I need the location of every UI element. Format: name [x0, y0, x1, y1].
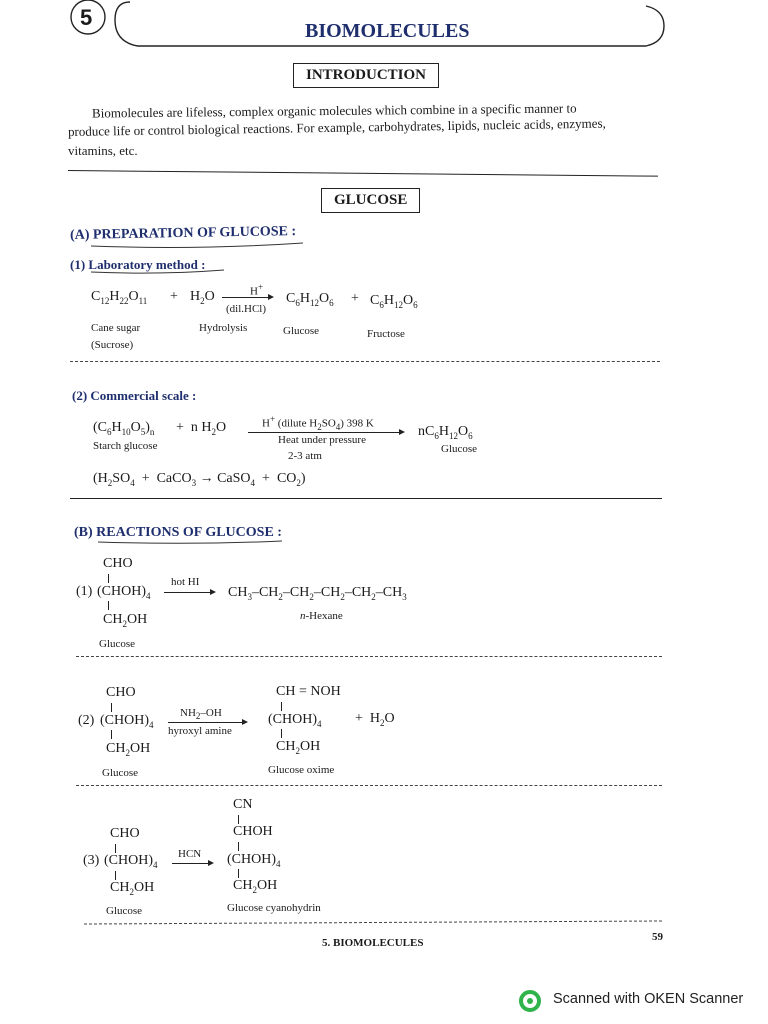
sucrose-label: (Sucrose) [91, 339, 134, 351]
sucrose-formula: $C_{12}H_{22}O_{11}$ [91, 289, 148, 306]
reagent-name: hyroxyl amine [168, 725, 232, 737]
glucose-formula: $C_6H_{12}O_6$ [286, 291, 334, 308]
glucose-label: Glucose [99, 638, 136, 650]
reaction-arrow [168, 722, 246, 723]
reactions-underline [96, 538, 286, 546]
hexane-label: n-Hexane [300, 610, 343, 622]
commercial-heading: (2) Commercial scale : [72, 388, 197, 403]
nitrile-group: CN [233, 797, 253, 812]
dotted-divider [76, 656, 662, 657]
reactions-heading: (B) REACTIONS OF GLUCOSE : [74, 525, 282, 540]
glucose-label: Glucose [283, 325, 320, 337]
ch2oh-group: $CH_2OH$ [110, 880, 155, 897]
chapter-number: 5 [80, 5, 93, 30]
lab-method-heading: (1) Laboratory method : [70, 257, 206, 272]
starch-label: Starch glucose [93, 440, 158, 452]
dotted-divider [76, 785, 662, 786]
divider [70, 498, 662, 499]
aldehyde-group: CHO [103, 556, 133, 571]
hexane-formula: $CH_3-CH_2-CH_2-CH_2-CH_2-CH_3$ [228, 585, 407, 602]
intro-line-3: vitamins, etc. [68, 143, 138, 158]
introduction-heading: INTRODUCTION [293, 63, 439, 88]
chohn-group: CHOH [233, 824, 273, 839]
reaction-number: (2) [78, 713, 95, 728]
bond-line [111, 730, 112, 739]
bond-line [238, 842, 239, 851]
chohn-chain: $(CHOH)_4$ [227, 852, 281, 869]
hydrolysis-label: Hydrolysis [199, 322, 248, 334]
bond-line [238, 869, 239, 878]
reaction-arrow [248, 432, 403, 433]
divider [68, 170, 658, 177]
cane-sugar-label: Cane sugar [91, 322, 141, 334]
reaction-arrow [222, 297, 272, 298]
bond-line [115, 871, 116, 880]
water-byproduct: + $H_2O$ [355, 711, 395, 728]
reagent-label: $NH_2-OH$ [180, 707, 222, 722]
fructose-label: Fructose [367, 328, 405, 340]
bond-line [281, 702, 282, 711]
bond-line [281, 729, 282, 738]
glucose-label: Glucose [441, 443, 478, 455]
aldehyde-group: CHO [110, 826, 140, 841]
aldehyde-group: CHO [106, 685, 136, 700]
dotted-divider [84, 920, 662, 924]
plus-sign: + [351, 291, 359, 306]
intro-line-1: Biomolecules are lifeless, complex organic molecules which combine in a specific manner to [91, 100, 577, 121]
scanner-watermark: Scanned with OKEN Scanner [553, 991, 744, 1007]
chohn-chain: $(CHOH)_4$ [268, 712, 322, 729]
heat-condition: Heat under pressure [278, 434, 366, 446]
footer-chapter: 5. BIOMOLECULES [322, 937, 424, 949]
preparation-underline [89, 240, 309, 250]
pressure-condition: 2-3 atm [288, 450, 322, 462]
glucose-label: Glucose [106, 905, 143, 917]
chohn-chain: $(CHOH)_4$ [97, 584, 151, 601]
preparation-heading: (A) PREPARATION OF GLUCOSE : [69, 224, 297, 243]
page-number: 59 [652, 931, 663, 943]
bond-line [115, 844, 116, 853]
reagent-label: hot HI [171, 576, 200, 588]
glucose-product: $nC_6H_{12}O_6$ [418, 424, 473, 441]
water-reactant: + n $H_2O$ [176, 420, 227, 437]
ch2oh-group: $CH_2OH$ [233, 878, 278, 895]
reaction-arrow [172, 863, 212, 864]
oxime-group: CH = NOH [276, 684, 341, 699]
condition-label: (dil.HCl) [226, 303, 267, 315]
lab-underline [89, 268, 229, 276]
oken-logo-icon [518, 989, 542, 1013]
ch2oh-group: $CH_2OH$ [276, 739, 321, 756]
intro-line-2: produce life or control biological reactions. For example, carbohydrates, lipids, nucleic acids, enzymes, [67, 115, 606, 139]
acid-condition: H+ (dilute $H_2SO_4$) 398 K [262, 414, 374, 432]
oxime-label: Glucose oxime [268, 764, 335, 776]
cyanohydrin-label: Glucose cyanohydrin [227, 902, 321, 914]
bond-line [111, 703, 112, 712]
ch2oh-group: $CH_2OH$ [106, 741, 151, 758]
glucose-label: Glucose [102, 767, 139, 779]
catalyst-label: H+ [250, 282, 264, 298]
bond-line [108, 574, 109, 583]
chapter-title: BIOMOLECULES [305, 20, 470, 42]
glucose-heading: GLUCOSE [321, 188, 420, 213]
reagent-label: HCN [178, 848, 202, 860]
plus-sign: + [170, 289, 178, 304]
bond-line [238, 815, 239, 824]
reaction-number: (3) [83, 853, 100, 868]
ch2oh-group: $CH_2OH$ [103, 612, 148, 629]
starch-formula: $(C_6H_{10}O_5)_n$ [93, 420, 155, 437]
neutralization-equation: ($H_2SO_4$ + CaCO$_3$ → CaSO$_4$ + $CO_2$) [93, 471, 306, 488]
reaction-arrow [164, 592, 214, 593]
water-formula: $H_2O$ [190, 289, 215, 306]
chohn-chain: $(CHOH)_4$ [104, 853, 158, 870]
dotted-divider [70, 361, 660, 362]
reaction-number: (1) [76, 584, 93, 599]
chohn-chain: $(CHOH)_4$ [100, 713, 154, 730]
bond-line [108, 601, 109, 610]
fructose-formula: $C_6H_{12}O_6$ [370, 293, 418, 310]
